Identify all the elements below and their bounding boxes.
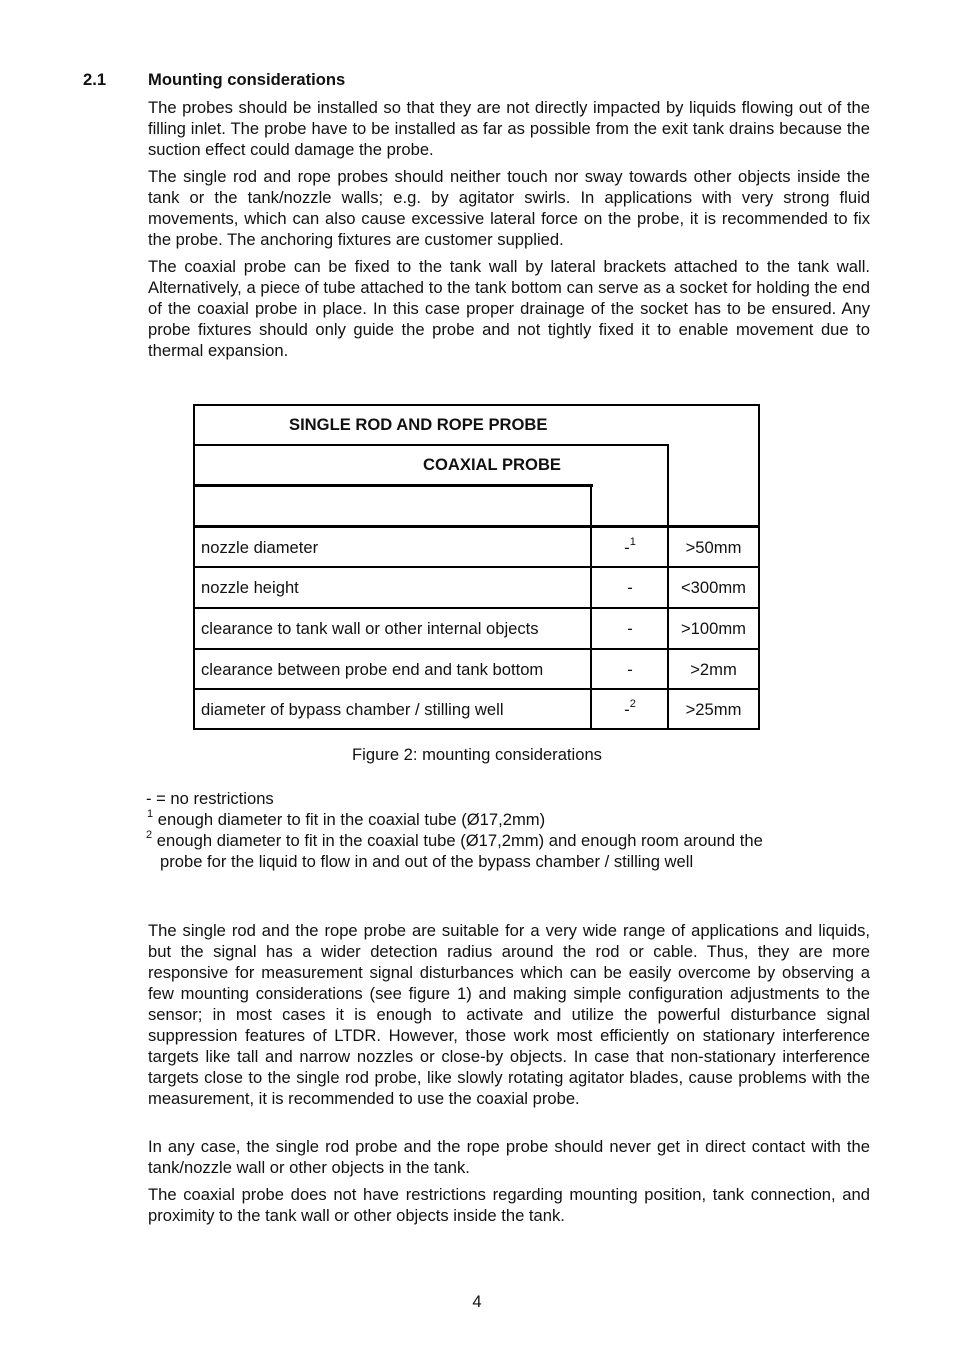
- section-number: 2.1: [83, 70, 107, 89]
- header-single-rod-rope-probe: SINGLE ROD AND ROPE PROBE: [289, 415, 548, 434]
- single-rod-value: >50mm: [685, 538, 742, 557]
- coaxial-value: -: [627, 619, 633, 638]
- note-marker: 1: [147, 808, 154, 820]
- coaxial-value: -$^1$: [624, 536, 636, 557]
- paragraph: In any case, the single rod probe and the rope probe should never get in direct contact with the tank/nozzle wall or other objects in the tank.: [148, 1137, 870, 1177]
- coaxial-value: -: [627, 660, 633, 679]
- paragraph: The probes should be installed so that they are not directly impacted by liquids flowing out of the filling inlet. The probe have to be installed as far as possible from the exit tank drains because the suction effect could damage the probe.: [148, 98, 870, 159]
- row-label: clearance to tank wall or other internal objects: [201, 619, 539, 638]
- coaxial-value: -$^2$: [624, 698, 636, 719]
- single-rod-value: >2mm: [690, 660, 737, 679]
- page-number: 4: [472, 1292, 482, 1311]
- row-label: nozzle diameter: [201, 538, 319, 557]
- note-1: $^1$ enough diameter to fit in the coaxial tube (Ø17,2mm): [147, 808, 546, 829]
- section-title: Mounting considerations: [148, 70, 346, 89]
- header-coaxial-probe: COAXIAL PROBE: [423, 455, 561, 474]
- paragraph: The single rod and the rope probe are suitable for a very wide range of applications and liquids, but the signal has a wider detection radius around the rod or cable. Thus, they are more responsive for measurement signal disturbances which can be easily overcome by observing a few mounting considerations (see figure 1) and making simple configuration adjustments to the sensor; in most cases it is enough to activate and utilize the powerful disturbance signal suppression features of LTDR. However, those work most efficiently on stationary interference targets like tall and narrow nozzles or close-by objects. In case that non-stationary interference targets close to the single rod probe, like slowly rotating agitator blades, cause problems with the measurement, it is recommended to use the coaxial probe.: [148, 921, 870, 1108]
- paragraph: The coaxial probe does not have restrictions regarding mounting position, tank connection, and proximity to the tank wall or other objects inside the tank.: [148, 1185, 870, 1225]
- row-label: clearance between probe end and tank bottom: [201, 660, 544, 679]
- single-rod-value: >25mm: [685, 700, 742, 719]
- coaxial-value: -: [627, 578, 633, 597]
- figure-caption: Figure 2: mounting considerations: [352, 745, 602, 764]
- note-dash: - = no restrictions: [146, 789, 274, 808]
- note-marker: 2: [146, 829, 153, 841]
- single-rod-value: <300mm: [680, 578, 747, 597]
- note-2: $^2$ enough diameter to fit in the coaxial tube (Ø17,2mm) and enough room around the: [146, 829, 763, 850]
- single-rod-value: >100mm: [680, 619, 747, 638]
- note-2-continued: probe for the liquid to flow in and out of the bypass chamber / stilling well: [160, 852, 694, 871]
- row-label: nozzle height: [201, 578, 299, 597]
- paragraph: The single rod and rope probes should neither touch nor sway towards other objects inside the tank or the tank/nozzle walls; e.g. by agitator swirls. In applications with very strong fluid movements, which can also cause excessive lateral force on the probe, it is recommended to fix the probe. The anchoring fixtures are customer supplied.: [148, 167, 870, 249]
- footnote-marker: 2: [629, 698, 636, 710]
- paragraph: The coaxial probe can be fixed to the tank wall by lateral brackets attached to the tank wall. Alternatively, a piece of tube attached to the tank bottom can serve as a socket for holding the end of the coaxial probe in place. In this case proper drainage of the socket has to be ensured. Any probe fixtures should only guide the probe and not tightly fixed it to enable movement due to thermal expansion.: [148, 257, 870, 360]
- footnote-marker: 1: [629, 536, 636, 548]
- row-label: diameter of bypass chamber / stilling well: [201, 700, 504, 719]
